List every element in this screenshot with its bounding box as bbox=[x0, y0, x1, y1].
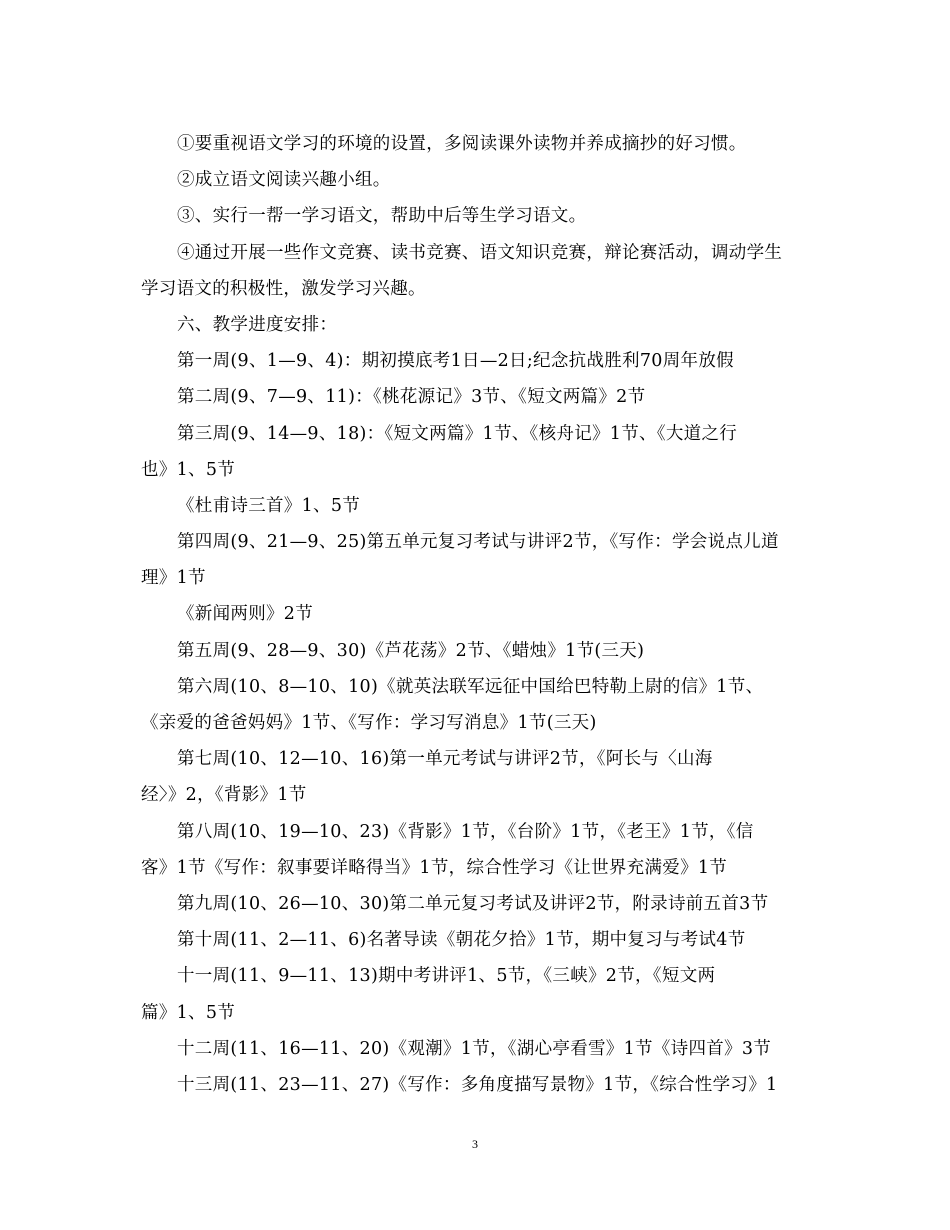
page-number: 3 bbox=[472, 1137, 478, 1151]
text-line: ①要重视语文学习的环境的设置，多阅读课外读物并养成摘抄的好习惯。 bbox=[177, 134, 747, 154]
text-line: 理》1节 bbox=[141, 568, 206, 589]
text-line: 《新闻两则》2节 bbox=[177, 604, 314, 625]
text-line: 第三周(9、14—9、18)：《短文两篇》1节、《核舟记》1节、《大道之行 bbox=[177, 423, 738, 444]
text-line: 第一周(9、1—9、4)：期初摸底考1日—2日;纪念抗战胜利70周年放假 bbox=[177, 351, 734, 372]
text-line: 客》1节《写作：叙事要详略得当》1节，综合性学习《让世界充满爱》1节 bbox=[141, 857, 728, 878]
text-line: 《杜甫诗三首》1、5节 bbox=[177, 495, 361, 516]
text-line: 也》1、5节 bbox=[141, 459, 236, 480]
text-line: 学习语文的积极性，激发学习兴趣。 bbox=[141, 278, 426, 299]
text-line: 六、教学进度安排： bbox=[177, 314, 338, 335]
text-line: 《亲爱的爸爸妈妈》1节、《写作：学习写消息》1节(三天) bbox=[141, 713, 597, 733]
text-line: ④通过开展一些作文竞赛、读书竞赛、语文知识竞赛，辩论赛活动，调动学生 bbox=[177, 242, 783, 263]
text-line: 十二周(11、16—11、20)《观潮》1节，《湖心亭看雪》1节《诗四首》3节 bbox=[177, 1038, 772, 1059]
text-line: 第十周(11、2—11、6)名著导读《朝花夕拾》1节，期中复习与考试4节 bbox=[177, 930, 746, 951]
text-line: 第四周(9、21—9、25)第五单元复习考试与讲评2节，《写作：学会说点儿道 bbox=[177, 532, 779, 553]
text-line: 第六周(10、8—10、10)《就英法联军远征中国给巴特勒上尉的信》1节、 bbox=[177, 676, 764, 697]
text-line: 第七周(10、12—10、16)第一单元考试与讲评2节，《阿长与〈山海 bbox=[177, 749, 713, 770]
text-line: 十三周(11、23—11、27)《写作：多角度描写景物》1节，《综合性学习》1 bbox=[177, 1074, 778, 1095]
text-line: 十一周(11、9—11、13)期中考讲评1、5节，《三峡》2节，《短文两 bbox=[177, 966, 716, 987]
document-body bbox=[141, 126, 821, 1103]
text-line: 第八周(10、19—10、23)《背影》1节，《台阶》1节，《老王》1节，《信 bbox=[177, 821, 754, 842]
text-line: 第九周(10、26—10、30)第二单元复习考试及讲评2节，附录诗前五首3节 bbox=[177, 893, 769, 914]
text-line: ③、实行一帮一学习语文，帮助中后等生学习语文。 bbox=[177, 206, 587, 227]
text-line: 第二周(9、7—9、11)：《桃花源记》3节、《短文两篇》2节 bbox=[177, 387, 646, 408]
text-line: 第五周(9、28—9、30)《芦花荡》2节、《蜡烛》1节(三天) bbox=[177, 640, 645, 661]
text-line: ②成立语文阅读兴趣小组。 bbox=[177, 170, 391, 191]
text-line: 经〉》2，《背影》1节 bbox=[141, 785, 307, 806]
text-line: 篇》1、5节 bbox=[141, 1002, 236, 1023]
